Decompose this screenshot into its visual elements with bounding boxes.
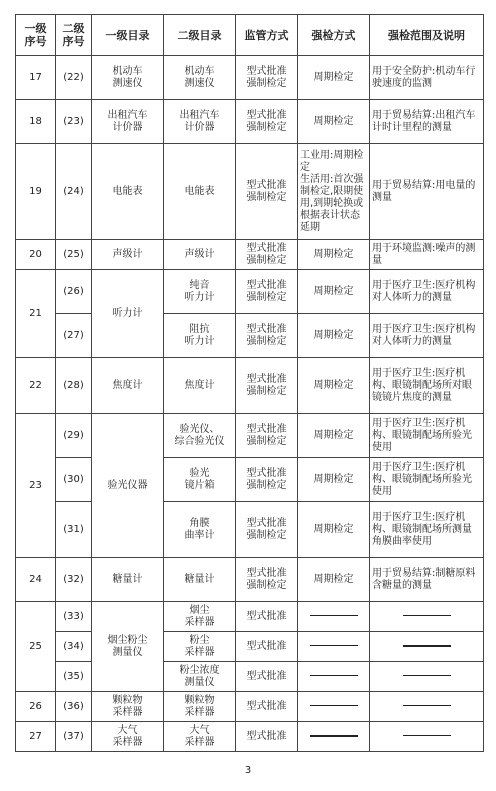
level1-no: 18 (16, 100, 56, 144)
inspection-mode: 周期检定 (298, 240, 370, 270)
dash-line (403, 675, 451, 676)
inspection-mode: 工业用:周期检定 生活用:首次强制检定,限期使用,到期轮换或根据表计状态延期 (298, 144, 370, 240)
level2-no: (35) (56, 662, 92, 692)
scope-note: 用于环境监测:噪声的测量 (370, 240, 484, 270)
table-row (16, 56, 484, 100)
level1-catalog: 出租汽车 计价器 (92, 100, 164, 144)
level2-catalog: 验光仪、 综合验光仪 (164, 414, 236, 458)
inspection-mode (298, 662, 370, 692)
level2-no: (37) (56, 722, 92, 752)
level1-no: 25 (16, 602, 56, 692)
supervision-mode: 型式批准 强制检定 (236, 56, 298, 100)
header-cell: 一级目录 (92, 15, 164, 56)
supervision-mode: 型式批准 强制检定 (236, 240, 298, 270)
supervision-mode: 型式批准 强制检定 (236, 458, 298, 502)
level2-catalog: 大气 采样器 (164, 722, 236, 752)
page-number: 3 (244, 765, 252, 776)
table-row (16, 100, 484, 144)
level1-no: 21 (16, 270, 56, 358)
dash-line (310, 705, 358, 706)
level2-catalog: 粉尘 采样器 (164, 632, 236, 662)
supervision-mode: 型式批准 强制检定 (236, 502, 298, 558)
level1-catalog: 烟尘粉尘 测量仪 (92, 602, 164, 692)
level2-no: (24) (56, 144, 92, 240)
level2-no: (25) (56, 240, 92, 270)
supervision-mode: 型式批准 (236, 662, 298, 692)
inspection-mode: 周期检定 (298, 358, 370, 414)
inspection-mode: 周期检定 (298, 56, 370, 100)
level2-no: (31) (56, 502, 92, 558)
level2-catalog: 验光 镜片箱 (164, 458, 236, 502)
level1-catalog: 机动车 测速仪 (92, 56, 164, 100)
scope-note (370, 662, 484, 692)
scope-note (370, 602, 484, 632)
level2-catalog: 粉尘浓度 测量仪 (164, 662, 236, 692)
dash-line (403, 645, 451, 647)
metrology-table (15, 14, 484, 752)
inspection-mode: 周期检定 (298, 270, 370, 314)
supervision-mode: 型式批准 (236, 602, 298, 632)
level1-catalog: 声级计 (92, 240, 164, 270)
table-row (16, 722, 484, 752)
dash-line (403, 705, 451, 706)
level1-no: 19 (16, 144, 56, 240)
level1-no: 27 (16, 722, 56, 752)
table-row (16, 602, 484, 632)
supervision-mode: 型式批准 (236, 632, 298, 662)
scope-note: 用于医疗卫生:医疗机构对人体听力的测量 (370, 314, 484, 358)
scope-note: 用于贸易结算:出租汽车计时计里程的测量 (370, 100, 484, 144)
level1-catalog: 焦度计 (92, 358, 164, 414)
level2-catalog: 阻抗 听力计 (164, 314, 236, 358)
header-row (16, 15, 484, 56)
inspection-mode: 周期检定 (298, 100, 370, 144)
table-row (16, 314, 484, 358)
level2-catalog: 声级计 (164, 240, 236, 270)
inspection-mode (298, 692, 370, 722)
level2-no: (32) (56, 558, 92, 602)
scope-note: 用于医疗卫生:医疗机构、眼镜制配场所测量角膜曲率使用 (370, 502, 484, 558)
level1-no: 23 (16, 414, 56, 558)
table-row (16, 692, 484, 722)
level1-catalog: 糖量计 (92, 558, 164, 602)
level2-catalog: 焦度计 (164, 358, 236, 414)
table-row (16, 240, 484, 270)
scope-note: 用于贸易结算:制糖原料含糖量的测量 (370, 558, 484, 602)
dash-line (403, 615, 451, 616)
supervision-mode: 型式批准 (236, 692, 298, 722)
scope-note: 用于贸易结算:用电量的测量 (370, 144, 484, 240)
level2-no: (29) (56, 414, 92, 458)
level2-catalog: 糖量计 (164, 558, 236, 602)
header-cell: 强检范围及说明 (370, 15, 484, 56)
level2-no: (22) (56, 56, 92, 100)
table-row (16, 458, 484, 502)
supervision-mode: 型式批准 强制检定 (236, 358, 298, 414)
level2-catalog: 角膜 曲率计 (164, 502, 236, 558)
inspection-mode: 周期检定 (298, 414, 370, 458)
table-row (16, 144, 484, 240)
level2-catalog: 机动车 测速仪 (164, 56, 236, 100)
scope-note: 用于医疗卫生:医疗机构对人体听力的测量 (370, 270, 484, 314)
table-row (16, 632, 484, 662)
dash-line (310, 735, 358, 737)
scope-note (370, 632, 484, 662)
inspection-mode: 周期检定 (298, 314, 370, 358)
header-cell: 监管方式 (236, 15, 298, 56)
inspection-mode: 周期检定 (298, 558, 370, 602)
supervision-mode: 型式批准 强制检定 (236, 144, 298, 240)
supervision-mode: 型式批准 (236, 722, 298, 752)
table-row (16, 358, 484, 414)
level2-no: (33) (56, 602, 92, 632)
supervision-mode: 型式批准 强制检定 (236, 100, 298, 144)
scope-note: 用于医疗卫生:医疗机构、眼镜制配场所验光使用 (370, 458, 484, 502)
level2-no: (28) (56, 358, 92, 414)
level1-no: 26 (16, 692, 56, 722)
dash-line (310, 615, 358, 616)
level2-no: (36) (56, 692, 92, 722)
level2-no: (23) (56, 100, 92, 144)
supervision-mode: 型式批准 强制检定 (236, 558, 298, 602)
inspection-mode: 周期检定 (298, 458, 370, 502)
level2-no: (34) (56, 632, 92, 662)
table-row (16, 270, 484, 314)
level1-no: 17 (16, 56, 56, 100)
header-cell: 强检方式 (298, 15, 370, 56)
level2-no: (27) (56, 314, 92, 358)
header-cell: 二级 序号 (56, 15, 92, 56)
supervision-mode: 型式批准 强制检定 (236, 314, 298, 358)
inspection-mode: 周期检定 (298, 502, 370, 558)
supervision-mode: 型式批准 强制检定 (236, 414, 298, 458)
table-row (16, 662, 484, 692)
scope-note: 用于医疗卫生:医疗机构、眼镜制配场所对眼镜镜片焦度的测量 (370, 358, 484, 414)
level2-no: (26) (56, 270, 92, 314)
level2-catalog: 烟尘 采样器 (164, 602, 236, 632)
dash-line (310, 645, 358, 646)
level2-no: (30) (56, 458, 92, 502)
table-row (16, 502, 484, 558)
scope-note: 用于安全防护:机动车行驶速度的监测 (370, 56, 484, 100)
scope-note (370, 722, 484, 752)
header-cell: 一级 序号 (16, 15, 56, 56)
scope-note (370, 692, 484, 722)
level1-catalog: 验光仪器 (92, 414, 164, 558)
level2-catalog: 纯音 听力计 (164, 270, 236, 314)
level1-no: 24 (16, 558, 56, 602)
level1-no: 22 (16, 358, 56, 414)
level2-catalog: 颗粒物 采样器 (164, 692, 236, 722)
level1-catalog: 大气 采样器 (92, 722, 164, 752)
table-row (16, 558, 484, 602)
dash-line (403, 735, 451, 736)
supervision-mode: 型式批准 强制检定 (236, 270, 298, 314)
table-row (16, 414, 484, 458)
inspection-mode (298, 722, 370, 752)
inspection-mode (298, 632, 370, 662)
level1-no: 20 (16, 240, 56, 270)
inspection-mode (298, 602, 370, 632)
header-cell: 二级目录 (164, 15, 236, 56)
level1-catalog: 颗粒物 采样器 (92, 692, 164, 722)
level1-catalog: 听力计 (92, 270, 164, 358)
level2-catalog: 电能表 (164, 144, 236, 240)
level1-catalog: 电能表 (92, 144, 164, 240)
level2-catalog: 出租汽车 计价器 (164, 100, 236, 144)
scope-note: 用于医疗卫生:医疗机构、眼镜制配场所验光使用 (370, 414, 484, 458)
dash-line (310, 675, 358, 676)
